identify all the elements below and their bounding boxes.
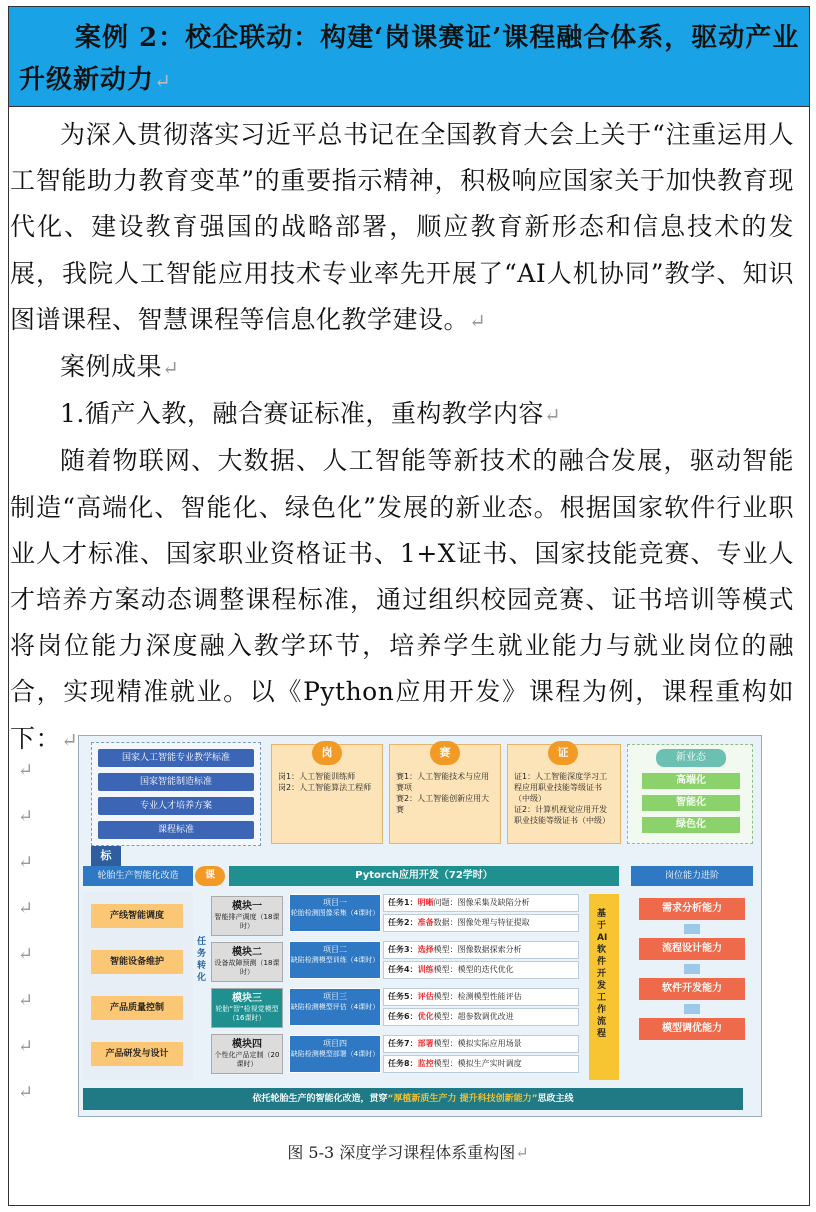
return-mark: ↵ xyxy=(18,1036,34,1057)
scenario-item: 智能设备维护 xyxy=(91,950,183,974)
capability-title-bar: 岗位能力进阶 xyxy=(631,866,753,886)
task-row: 任务7：部署模型：模拟实际应用场景 xyxy=(383,1035,579,1053)
gang-text: 岗1：人工智能训练师 岗2：人工智能算法工程师 xyxy=(278,772,372,792)
capability-item: 模型调优能力 xyxy=(639,1018,745,1040)
intro-paragraph: 为深入贯彻落实习近平总书记在全国教育大会上关于“注重运用人工智能助力教育变革”的重要指示精神，积极响应国家关于加快教育现代化、建设教育强国的战略部署，顺应教育新形态和信息技术的发展，我院人工智能应用技术专业率先开展了“AI人机协同”教学、知识图谱课程、智慧课程等信息化教学建设。↵ xyxy=(10,120,794,334)
return-mark: ↵ xyxy=(18,760,34,781)
task-row: 任务3：选择模型：图像数据探索分析 xyxy=(383,941,579,959)
course-title-bar: Pytorch应用开发（72学时） xyxy=(229,866,619,886)
down-arrow-icon xyxy=(684,1004,700,1014)
figure-caption: 图 5-3 深度学习课程体系重构图↵ xyxy=(287,1143,529,1162)
case-header xyxy=(9,7,809,107)
scenario-item: 产品研发与设计 xyxy=(91,1042,183,1066)
detail-paragraph: 随着物联网、大数据、人工智能等新技术的融合发展，驱动智能制造“高端化、智能化、绿色化”发展的新业态。根据国家软件行业职业人才标准、国家职业资格证书、1+X证书、国家技能竞赛、专业人才培养方案动态调整课程标准，通过组织校园竞赛、证书培训等模式将岗位能力深度融入教学环节，培养学生就业能力与就业岗位的融合，实现精准就业。以《Python应用开发》课程为例，课程重构如下：↵ xyxy=(10,446,794,753)
task-row: 任务4：训练模型：模型的迭代优化 xyxy=(383,961,579,979)
sai-box xyxy=(389,744,501,844)
zheng-box xyxy=(507,744,621,844)
project-box: 项目四 缺陷检测模型部署（4课时） xyxy=(289,1035,381,1073)
return-mark: ↵ xyxy=(18,990,34,1011)
module-box: 模块四 个性化产品定制（20课时） xyxy=(211,1034,283,1074)
task-row: 任务1：明晰问题：图像采集及缺陷分析 xyxy=(383,894,579,912)
return-mark: ↵ xyxy=(18,1082,34,1103)
new-business-title: 新业态 xyxy=(656,749,726,767)
return-mark: ↵ xyxy=(18,806,34,827)
task-transform-label: 任务转化 xyxy=(197,937,207,983)
new-business-item: 高端化 xyxy=(642,773,740,789)
project-box: 项目三 缺陷检测模型评估（4课时） xyxy=(289,988,381,1026)
section-heading: 案例成果↵ xyxy=(60,352,180,382)
standard-item: 国家人工智能专业教学标准 xyxy=(98,749,254,767)
body-text xyxy=(10,112,794,763)
module-box: 模块一 智能排产调度（18课时） xyxy=(211,896,283,936)
new-business-box xyxy=(627,744,753,844)
project-box: 项目二 缺陷检测模型训练（4课时） xyxy=(289,941,381,979)
task-row: 任务2：准备数据：图像处理与特征提取 xyxy=(383,914,579,932)
module-box: 模块二 设备故障预测（18课时） xyxy=(211,942,283,982)
capability-item: 软件开发能力 xyxy=(639,978,745,1000)
curriculum-diagram xyxy=(78,735,762,1117)
ke-badge: 课 xyxy=(195,866,225,886)
biao-label: 标 xyxy=(91,846,121,866)
down-arrow-icon xyxy=(684,964,700,974)
scenario-item: 产品质量控制 xyxy=(91,996,183,1020)
scenario-item: 产线智能调度 xyxy=(91,904,183,928)
project-box: 项目一 轮胎检测图像采集（4课时） xyxy=(289,894,381,932)
return-mark: ↵ xyxy=(18,852,34,873)
transformation-bar: 轮胎生产智能化改造 xyxy=(83,866,193,886)
new-business-item: 智能化 xyxy=(642,795,740,811)
scenario-column xyxy=(83,892,193,1080)
gang-box xyxy=(271,744,383,844)
standard-item: 国家智能制造标准 xyxy=(98,773,254,791)
down-arrow-icon xyxy=(684,924,700,934)
task-row: 任务5：评估模型：检测模型性能评估 xyxy=(383,988,579,1006)
ideology-bar: 依托轮胎生产的智能化改造，贯穿“厚植新质生产力 提升科技创新能力”思政主线 xyxy=(83,1088,743,1110)
capability-item: 流程设计能力 xyxy=(639,938,745,960)
subsection-heading: 1.循产入教，融合赛证标准，重构教学内容↵ xyxy=(60,399,562,429)
standard-item: 专业人才培养方案 xyxy=(98,797,254,815)
gang-badge: 岗 xyxy=(312,741,342,765)
new-business-item: 绿色化 xyxy=(642,817,740,833)
workflow-label: 基于AI软件开发工作流程 xyxy=(597,909,608,1039)
task-row: 任务8：监控模型：模拟生产实时调度 xyxy=(383,1055,579,1073)
standards-box xyxy=(91,742,261,846)
standard-item: 课程标准 xyxy=(98,821,254,839)
task-row: 任务6：优化模型：超参数调优改进 xyxy=(383,1008,579,1026)
return-mark: ↵ xyxy=(18,898,34,919)
sai-badge: 赛 xyxy=(430,741,460,765)
capability-item: 需求分析能力 xyxy=(639,898,745,920)
return-mark: ↵ xyxy=(18,944,34,965)
zheng-badge: 证 xyxy=(548,741,578,765)
zheng-text: 证1：人工智能深度学习工程应用职业技能等级证书（中级） 证2：计算机视觉应用开发职业技能等级证书（中级） xyxy=(514,772,610,825)
sai-text: 赛1：人工智能技术与应用赛项 赛2：人工智能创新应用大赛 xyxy=(396,772,490,814)
module-box-active: 模块三 轮胎“智”检视觉模型（16课时） xyxy=(211,988,283,1028)
paragraph-mark: ↵ xyxy=(154,69,172,93)
case-title: 案例 2：校企联动：构建‘岗课赛证’课程融合体系，驱动产业升级新动力↵ xyxy=(19,23,800,95)
